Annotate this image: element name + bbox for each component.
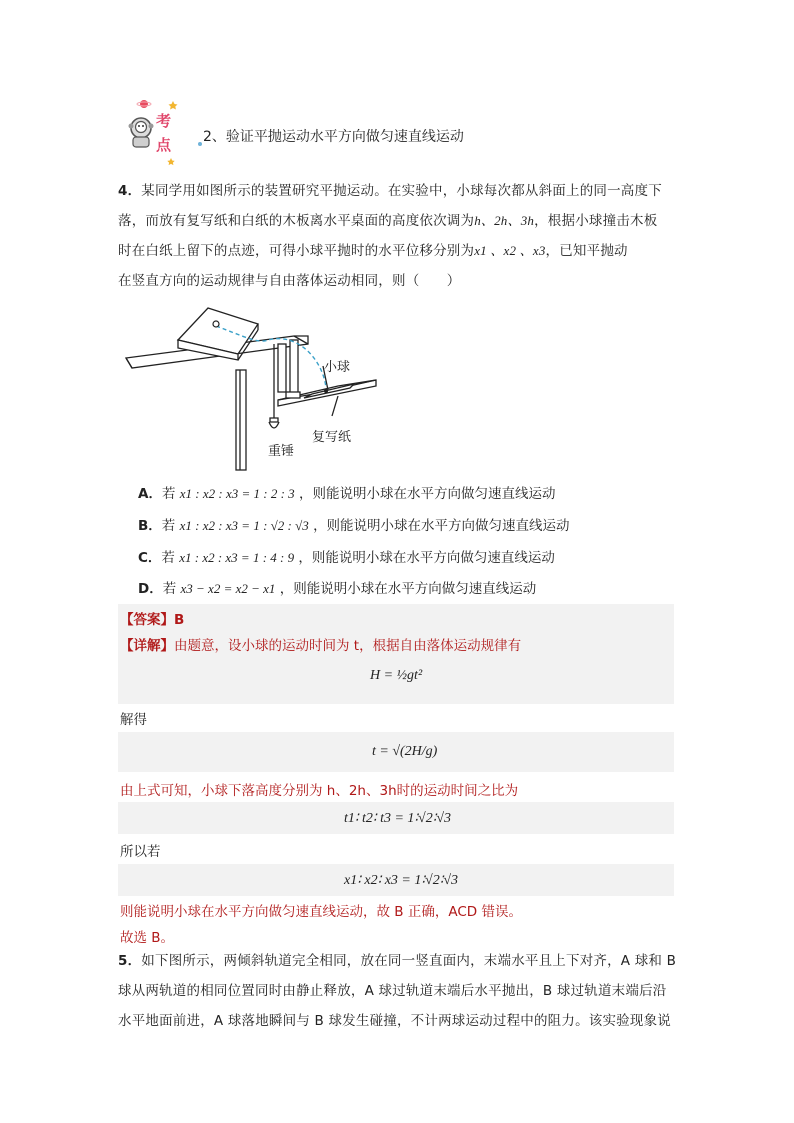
option-a[interactable] (138, 482, 555, 502)
option-c[interactable] (138, 546, 555, 566)
conclusion: 则能说明小球在水平方向做匀速直线运动，故 B 正确，ACD 错误。 (120, 904, 522, 920)
q4-xs: x1 、x2 、x3 (474, 243, 546, 258)
equation-time-ratio: t1∶ t2∶ t3 = 1∶√2∶√3 (344, 811, 452, 826)
equation-free-fall: H = ½gt² (370, 668, 423, 683)
solve-label: 解得 (120, 712, 147, 728)
option-b[interactable] (138, 514, 570, 534)
option-post: ，则能说明小球在水平方向做匀速直线运动 (279, 581, 537, 597)
question-number: 5． (118, 953, 142, 969)
badge-char-dian: 点 (156, 136, 172, 154)
q4-line2: 落，而放有复写纸和白纸的木板离水平桌面的高度依次调为 (118, 213, 475, 229)
option-letter: B． (138, 518, 162, 534)
detail-line-3: 由上式可知，小球下落高度分别为 h、2h、3h时的运动时间之比为 (120, 783, 519, 799)
equation-time: t = √(2H/g) (372, 744, 438, 759)
detail-line (120, 634, 521, 654)
question-number: 4． (118, 183, 142, 199)
experiment-figure (118, 300, 388, 475)
option-post: ，则能说明小球在水平方向做匀速直线运动 (298, 550, 555, 566)
question-5-text (118, 946, 688, 1036)
option-letter: D． (138, 581, 163, 597)
equation-x-ratio: x1∶ x2∶ x3 = 1∶√2∶√3 (344, 873, 459, 888)
q4-line3b: ，已知平抛动 (545, 243, 628, 259)
q5-line2: 球从两轨道的相同位置同时由静止释放，A 球过轨道末端后水平抛出，B 球过轨道末端后沿 (118, 983, 667, 999)
q5-line3: 水平地面前进，A 球落地瞬间与 B 球发生碰撞，不计两球运动过程中的阻力。该实验现象说 (118, 1013, 671, 1029)
option-pre: 若 (162, 581, 177, 597)
option-d-math: x3 − x2 = x2 − x1 (180, 581, 276, 596)
badge-char-kao: 考 (156, 112, 172, 130)
label-weight: 重锤 (268, 444, 295, 459)
badge-dot (198, 142, 202, 146)
q4-line2b: ，根据小球撞击木板 (534, 213, 658, 229)
option-post: ，则能说明小球在水平方向做匀速直线运动 (313, 518, 570, 534)
q4-line1: 某同学用如图所示的装置研究平抛运动。在实验中，小球每次都从斜面上的同一高度下 (141, 183, 662, 199)
answer-label: 【答案】 (120, 612, 174, 628)
section-title: 2、验证平抛运动水平方向做匀速直线运动 (203, 129, 464, 145)
option-pre: 若 (161, 550, 175, 566)
option-post: ，则能说明小球在水平方向做匀速直线运动 (298, 486, 556, 502)
label-ball: 小球 (324, 360, 351, 375)
detail-label: 【详解】 (120, 638, 174, 654)
q5-line1: 如下图所示，两倾斜轨道完全相同，放在同一竖直面内，末端水平且上下对齐，A 球和 B (141, 953, 677, 969)
option-b-math: x1 : x2 : x3 = 1 : √2 : √3 (179, 518, 309, 533)
option-a-math: x1 : x2 : x3 = 1 : 2 : 3 (179, 486, 295, 501)
q4-line4: 在竖直方向的运动规律与自由落体运动相同，则（ ） (118, 273, 461, 289)
final-choice: 故选 B。 (120, 930, 175, 946)
answer-value: B (174, 612, 185, 628)
answer-band (118, 604, 674, 630)
section-badge (118, 96, 192, 170)
q4-line3a: 时在白纸上留下的点迹，可得小球平抛时的水平位移分别为 (118, 243, 475, 259)
question-4-text (118, 176, 688, 296)
option-pre: 若 (161, 518, 176, 534)
option-pre: 若 (161, 486, 176, 502)
astronaut-badge-icon (118, 96, 192, 170)
option-c-math: x1 : x2 : x3 = 1 : 4 : 9 (179, 550, 295, 565)
so-label: 所以若 (120, 844, 161, 860)
answer-line (120, 608, 184, 628)
option-d[interactable] (138, 577, 536, 597)
detail-text: 由题意，设小球的运动时间为 t，根据自由落体运动规律有 (174, 638, 522, 654)
option-letter: A． (138, 486, 162, 502)
option-letter: C． (138, 550, 162, 566)
label-carbon-paper: 复写纸 (312, 430, 352, 445)
q4-heights: h、2h、3h (474, 213, 535, 228)
